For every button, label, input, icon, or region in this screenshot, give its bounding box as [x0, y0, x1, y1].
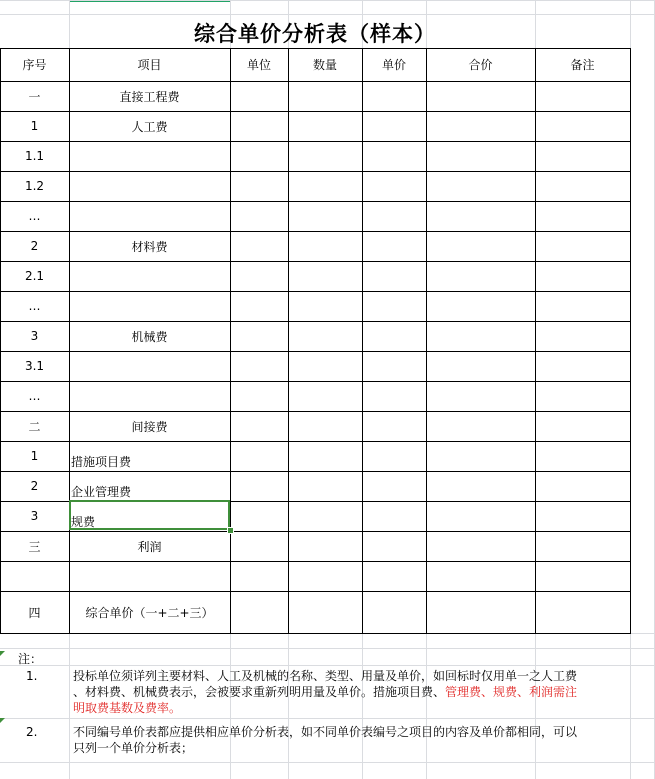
item-cell[interactable] — [69, 261, 230, 291]
row-number-cell[interactable]: 一 — [28, 89, 41, 104]
row-number-cell[interactable]: 3 — [30, 329, 39, 343]
item-cell[interactable] — [69, 561, 230, 591]
column-header: 数量 — [312, 58, 337, 72]
gridline-horizontal — [0, 14, 655, 15]
gridline-horizontal — [0, 665, 655, 666]
table-border-vertical — [362, 48, 363, 634]
row-number-cell[interactable]: 1 — [30, 449, 39, 463]
note-2-line-1: 不同编号单价表都应提供相应单价分析表，如不同单价表编号之项目的内容及单价都相同，可以 — [73, 725, 578, 739]
item-cell[interactable]: 规费 — [71, 515, 96, 529]
row-number-cell[interactable]: 1.1 — [24, 149, 45, 163]
gridline-horizontal — [0, 0, 655, 1]
row-number-cell[interactable] — [0, 561, 69, 591]
note-2-line-2: 只列一个单价分析表； — [73, 741, 194, 755]
column-header: 序号 — [22, 58, 47, 72]
selected-cell[interactable] — [69, 500, 230, 530]
column-header: 备注 — [570, 58, 595, 72]
note-1-line-3: 明取费基数及费率。 — [73, 701, 182, 715]
item-cell[interactable]: 直接工程费 — [119, 89, 180, 104]
row-number-cell[interactable]: 3.1 — [24, 359, 45, 373]
item-cell[interactable]: 企业管理费 — [71, 485, 132, 499]
item-cell[interactable] — [69, 381, 230, 411]
item-cell[interactable] — [69, 201, 230, 231]
column-header: 项目 — [137, 58, 162, 72]
table-border-vertical — [426, 48, 427, 634]
sheet-title: 综合单价分析表（样本） — [194, 21, 436, 46]
table-border-horizontal — [0, 633, 631, 634]
item-cell[interactable] — [69, 171, 230, 201]
row-number-cell[interactable]: 2 — [30, 239, 39, 253]
note-2-number: 2. — [26, 725, 38, 739]
row-number-cell[interactable]: 四 — [28, 605, 41, 620]
table-border-vertical — [230, 48, 231, 634]
gridline-horizontal — [0, 762, 655, 763]
gridline-horizontal — [0, 718, 655, 719]
item-cell[interactable]: 措施项目费 — [71, 455, 132, 469]
item-cell[interactable]: 利润 — [137, 539, 162, 554]
note-1-line-1: 投标单位须详列主要材料、人工及机械的名称、类型、用量及单价，如回标时仅用单一之人工费 — [73, 669, 578, 683]
item-cell[interactable]: 人工费 — [131, 119, 168, 134]
column-header: 单位 — [246, 58, 271, 72]
item-cell[interactable]: 机械费 — [131, 329, 168, 344]
note-1-line-2-black: 、材料费、机械费表示，会被要求重新列明用量及单价。措施项目费、 — [73, 685, 446, 699]
note-1-line-2-red: 管理费、规费、利润需注 — [445, 685, 578, 699]
item-cell[interactable] — [69, 351, 230, 381]
row-number-cell[interactable]: 2.1 — [24, 269, 45, 283]
column-header: 单价 — [381, 58, 406, 72]
item-cell[interactable]: 综合单价（一+二+三） — [85, 605, 214, 620]
note-1-text[interactable] — [73, 668, 633, 716]
item-cell[interactable] — [69, 141, 230, 171]
table-border-vertical — [535, 48, 536, 634]
item-cell[interactable]: 材料费 — [131, 239, 168, 254]
item-cell[interactable] — [69, 291, 230, 321]
row-number-cell[interactable]: 1 — [30, 119, 39, 133]
row-number-cell[interactable]: 3 — [30, 509, 39, 523]
row-number-cell[interactable]: … — [28, 389, 41, 403]
table-border-vertical — [630, 48, 631, 634]
table-border-vertical — [288, 48, 289, 634]
column-header: 合价 — [468, 58, 493, 72]
row-number-cell[interactable]: … — [28, 209, 41, 223]
row-number-cell[interactable]: … — [28, 299, 41, 313]
item-cell[interactable]: 间接费 — [131, 419, 168, 434]
row-number-cell[interactable]: 2 — [30, 479, 39, 493]
fill-handle[interactable] — [227, 527, 234, 534]
note-1-line-2 — [73, 684, 633, 700]
notes-label: 注： — [18, 652, 43, 666]
row-number-cell[interactable]: 1.2 — [24, 179, 45, 193]
row-number-cell[interactable]: 三 — [28, 539, 41, 554]
comment-indicator-icon — [0, 651, 5, 656]
row-number-cell[interactable]: 二 — [28, 419, 41, 434]
note-1-number: 1. — [26, 669, 38, 683]
comment-indicator-icon — [0, 718, 5, 723]
note-2-text[interactable] — [73, 724, 633, 756]
gridline-horizontal — [0, 648, 655, 649]
